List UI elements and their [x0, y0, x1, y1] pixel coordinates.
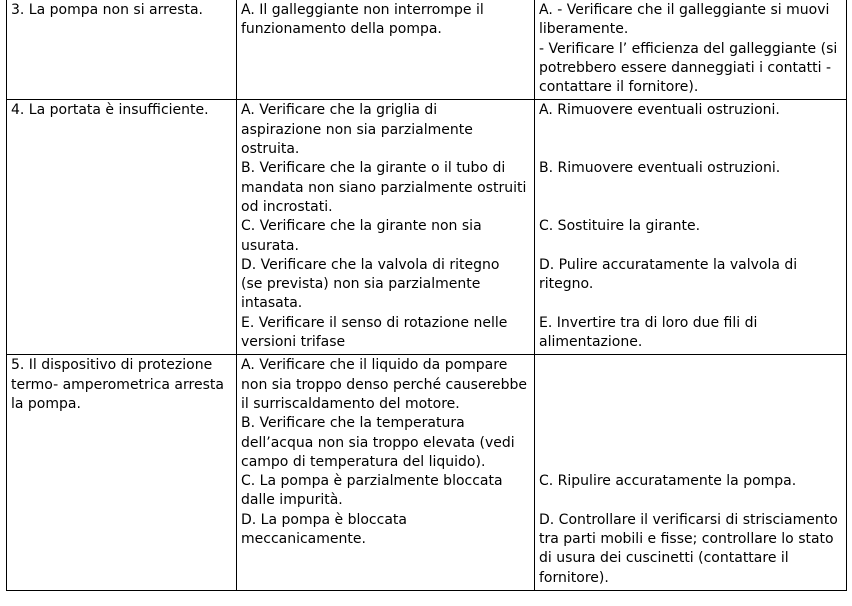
cause-text: il surriscaldamento del motore. — [241, 395, 460, 412]
cause-text: ostruita. — [241, 141, 300, 158]
cause-text: versioni trifase — [241, 334, 346, 351]
remedy-text: di usura dei cuscinetti (contattare il — [539, 550, 789, 567]
problem-text: 3. La pompa non si arresta. — [11, 2, 204, 18]
remedy-text: tra parti mobili e fisse; controllare lo stato — [539, 531, 834, 548]
problem-cell — [7, 0, 237, 100]
remedy-text: A. - Verificare che il galleggiante si muovi — [539, 2, 830, 18]
cause-text: C. Verificare che la girante non sia — [241, 218, 482, 235]
remedy-text: E. Invertire tra di loro due fili di — [539, 314, 758, 331]
cause-text: od incrostati. — [241, 198, 333, 215]
cause-text: aspirazione non sia parzialmente — [241, 121, 473, 138]
cause-text: D. Verificare che la valvola di ritegno — [241, 256, 500, 273]
remedy-text: - Verificare l’ efficienza del galleggiante (si — [539, 40, 838, 57]
cause-text: dalle impurità. — [241, 492, 343, 509]
cause-text: mandata non siano parzialmente ostruiti — [241, 179, 527, 196]
cause-text: E. Verificare il senso di rotazione nelle — [241, 314, 508, 331]
cause-text: intasata. — [241, 295, 303, 312]
cause-cell — [237, 0, 535, 100]
remedy-text: liberamente. — [539, 21, 629, 38]
cause-text: B. Verificare che la temperatura — [241, 415, 465, 432]
cause-text: campo di temperatura del liquido). — [241, 453, 486, 470]
cause-text: (se prevista) non sia parzialmente — [241, 276, 481, 293]
remedy-text: alimentazione. — [539, 334, 643, 351]
table-row — [7, 100, 847, 355]
cause-text: usurata. — [241, 237, 299, 254]
troubleshooting-table — [6, 0, 847, 591]
remedy-text: potrebbero essere danneggiati i contatti - — [539, 59, 831, 76]
remedy-cell — [535, 355, 847, 591]
remedy-text: contattare il fornitore). — [539, 79, 699, 96]
table-row — [7, 0, 847, 100]
problem-text: termo- amperometrica arresta — [11, 376, 224, 393]
remedy-cell — [535, 0, 847, 100]
table-row — [7, 355, 847, 591]
cause-cell — [237, 100, 535, 355]
cause-text: dell’acqua non sia troppo elevata (vedi — [241, 434, 515, 451]
cause-text: non sia troppo denso perché causerebbe — [241, 376, 528, 393]
cause-text: A. Il galleggiante non interrompe il — [241, 2, 484, 18]
cause-text: B. Verificare che la girante o il tubo di — [241, 160, 506, 177]
cause-text: C. La pompa è parzialmente bloccata — [241, 473, 503, 490]
remedy-text: B. Rimuovere eventuali ostruzioni. — [539, 160, 781, 177]
problem-cell — [7, 100, 237, 355]
cause-text: funzionamento della pompa. — [241, 21, 442, 38]
remedy-text: D. Pulire accuratamente la valvola di — [539, 256, 798, 273]
remedy-cell — [535, 100, 847, 355]
remedy-text: C. Ripulire accuratamente la pompa. — [539, 473, 797, 490]
remedy-text: A. Rimuovere eventuali ostruzioni. — [539, 102, 780, 119]
cause-text: A. Verificare che la griglia di — [241, 102, 438, 119]
problem-text: la pompa. — [11, 395, 81, 412]
cause-text: A. Verificare che il liquido da pompare — [241, 357, 508, 374]
remedy-text: ritegno. — [539, 276, 594, 293]
problem-text: 4. La portata è insufficiente. — [11, 102, 209, 119]
cause-text: D. La pompa è bloccata — [241, 511, 407, 528]
cause-cell — [237, 355, 535, 591]
problem-text: 5. Il dispositivo di protezione — [11, 357, 213, 374]
remedy-text: D. Controllare il verificarsi di strisciamento — [539, 511, 838, 528]
cause-text: meccanicamente. — [241, 531, 366, 548]
remedy-text: fornitore). — [539, 569, 609, 586]
remedy-text: C. Sostituire la girante. — [539, 218, 701, 235]
problem-cell — [7, 355, 237, 591]
